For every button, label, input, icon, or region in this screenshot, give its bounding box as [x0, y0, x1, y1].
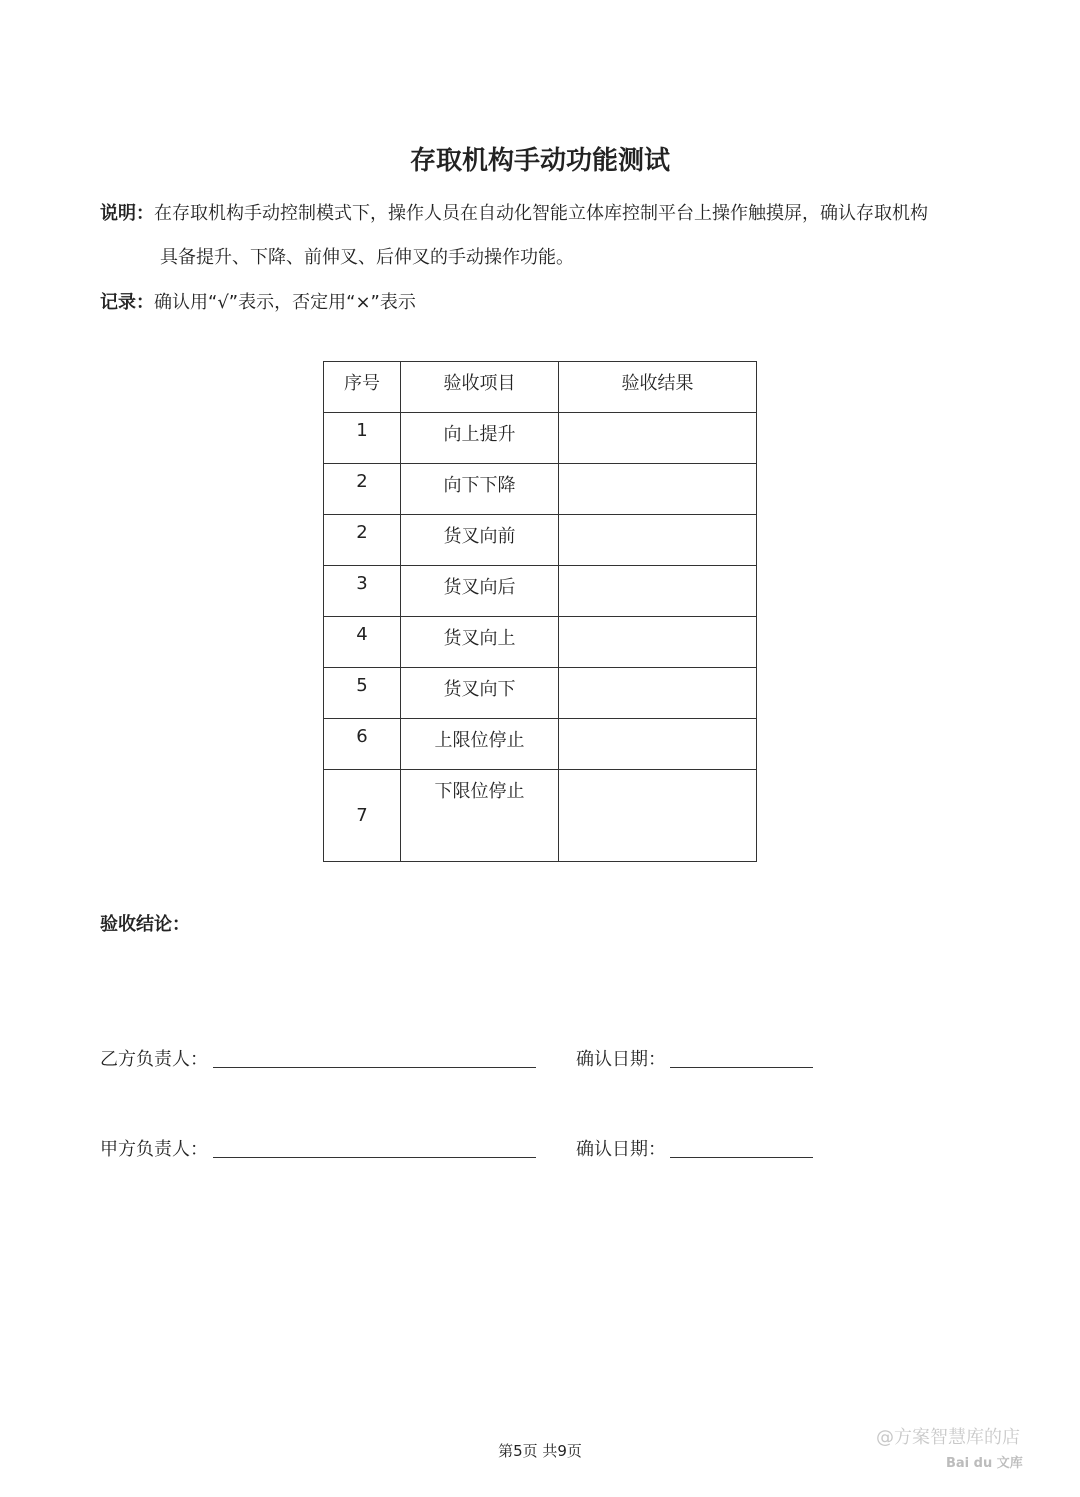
- row-item: 下限位停止: [401, 770, 559, 862]
- table-row: [324, 566, 757, 617]
- partyA-signature-line[interactable]: [213, 1157, 536, 1158]
- table-row: [324, 668, 757, 719]
- watermark-shop: @方案智慧库的店: [876, 1427, 1020, 1448]
- row-item: 上限位停止: [401, 719, 559, 770]
- description-line-1: [100, 203, 928, 225]
- description-text-1: 在存取机构手动控制模式下，操作人员在自动化智能立体库控制平台上操作触摸屏，确认存取机构: [154, 203, 928, 224]
- partyB-signature-line[interactable]: [213, 1067, 536, 1068]
- record-label: 记录：: [100, 292, 154, 313]
- row-item: 货叉向上: [401, 617, 559, 668]
- row-no: 6: [324, 719, 401, 770]
- header-item: 验收项目: [401, 362, 559, 413]
- partyA-date-label: 确认日期：: [576, 1139, 666, 1160]
- row-no: 2: [324, 464, 401, 515]
- partyA-label: 甲方负责人：: [100, 1139, 208, 1160]
- partyB-date-line[interactable]: [670, 1067, 813, 1068]
- row-no: 2: [324, 515, 401, 566]
- page-title: 存取机构手动功能测试: [409, 146, 670, 176]
- table-header-row: [324, 362, 757, 413]
- page-footer: 第5页 共9页: [498, 1442, 582, 1460]
- row-no: 1: [324, 413, 401, 464]
- table-row: [324, 719, 757, 770]
- partyB-date-label: 确认日期：: [576, 1049, 666, 1070]
- row-item: 货叉向后: [401, 566, 559, 617]
- description-label: 说明：: [100, 203, 154, 224]
- row-item: 向上提升: [401, 413, 559, 464]
- description-line-2: 具备提升、下降、前伸叉、后伸叉的手动操作功能。: [160, 247, 574, 268]
- row-no: 5: [324, 668, 401, 719]
- row-item: 货叉向前: [401, 515, 559, 566]
- record-text: 确认用“√”表示，否定用“×”表示: [154, 292, 416, 313]
- record-line: [100, 292, 416, 314]
- watermark-brand: Bai du 文库: [946, 1456, 1023, 1471]
- row-item: 货叉向下: [401, 668, 559, 719]
- row-no: 3: [324, 566, 401, 617]
- row-result: [559, 668, 757, 719]
- table-row: [324, 515, 757, 566]
- row-result: [559, 515, 757, 566]
- header-result: 验收结果: [559, 362, 757, 413]
- row-result: [559, 719, 757, 770]
- table-row: [324, 770, 757, 862]
- row-result: [559, 464, 757, 515]
- partyA-date-line[interactable]: [670, 1157, 813, 1158]
- conclusion-label: 验收结论：: [100, 914, 190, 935]
- row-result: [559, 770, 757, 862]
- header-no: 序号: [324, 362, 401, 413]
- row-no: 4: [324, 617, 401, 668]
- acceptance-table: [323, 361, 757, 862]
- row-item: 向下下降: [401, 464, 559, 515]
- table-row: [324, 413, 757, 464]
- row-result: [559, 413, 757, 464]
- row-no: 7: [324, 770, 401, 862]
- table-row: [324, 464, 757, 515]
- row-result: [559, 617, 757, 668]
- row-result: [559, 566, 757, 617]
- partyB-label: 乙方负责人：: [100, 1049, 208, 1070]
- table-row: [324, 617, 757, 668]
